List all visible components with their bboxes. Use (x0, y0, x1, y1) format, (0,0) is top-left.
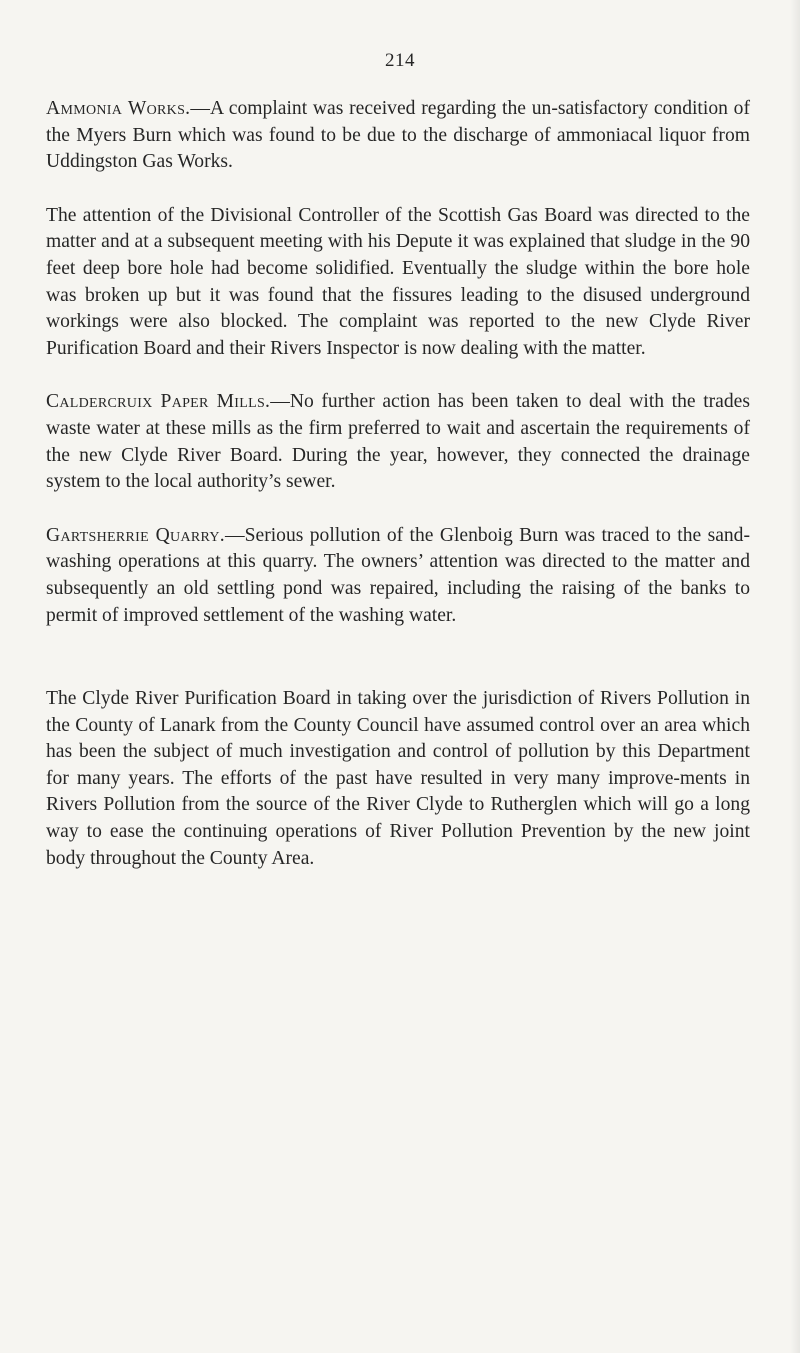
paragraph-text: —A complaint was received regarding the un-satisfactory condition of the Myers Burn which was found to be due to the discharge of ammoniacal liquor from Uddingston Gas Works. (46, 98, 750, 173)
paragraph-gartsherrie-quarry (46, 523, 750, 629)
paragraph-ammonia-works (46, 96, 750, 176)
page-number: 214 (385, 50, 415, 71)
paragraph-clyde-river-purification-board (46, 686, 750, 872)
page-edge-shadow (790, 0, 800, 1353)
paragraph-heading: Gartsherrie Quarry. (46, 524, 225, 546)
paragraph-text: —No further action has been taken to deal with the trades waste water at these mills as the firm preferred to wait and ascertain the requirements of the new Clyde River Board. During the year, however, they connected the drainage system to the local authority’s sewer. (46, 391, 750, 493)
paragraph-text: The Clyde River Purification Board in taking over the jurisdiction of Rivers Pollution in the County of Lanark from the County Council have assumed control over an area which has been the subject of much investigation and control of pollution by this Department for many years. The efforts of the past have resulted in very many improve-ments in Rivers Pollution from the source of the River Clyde to Rutherglen which will go a long way to ease the continuing operations of River Pollution Prevention by the new joint body throughout the County Area. (46, 688, 750, 869)
body-text (46, 96, 750, 899)
paragraph-text: The attention of the Divisional Controller of the Scottish Gas Board was directed to the matter and at a subsequent meeting with his Depute it was explained that sludge in the 90 feet deep bore hole had become solidified. Eventually the sludge within the bore hole was broken up but it was found that the fissures leading to the disused underground workings were also blocked. The complaint was reported to the new Clyde River Purification Board and their Rivers Inspector is now dealing with the matter. (46, 204, 750, 359)
paragraph-scottish-gas-board (46, 203, 750, 363)
paragraph-text: —Serious pollution of the Glenboig Burn was traced to the sand-washing operations at this quarry. The owners’ attention was directed to the matter and subsequently an old settling pond was repaired, including the raising of the banks to permit of improved settlement of the washing water. (46, 524, 751, 626)
paragraph-heading: Ammonia Works. (46, 98, 191, 119)
paragraph-heading: Caldercruix Paper Mills. (46, 391, 271, 413)
paragraph-caldercruix-paper-mills (46, 389, 750, 495)
